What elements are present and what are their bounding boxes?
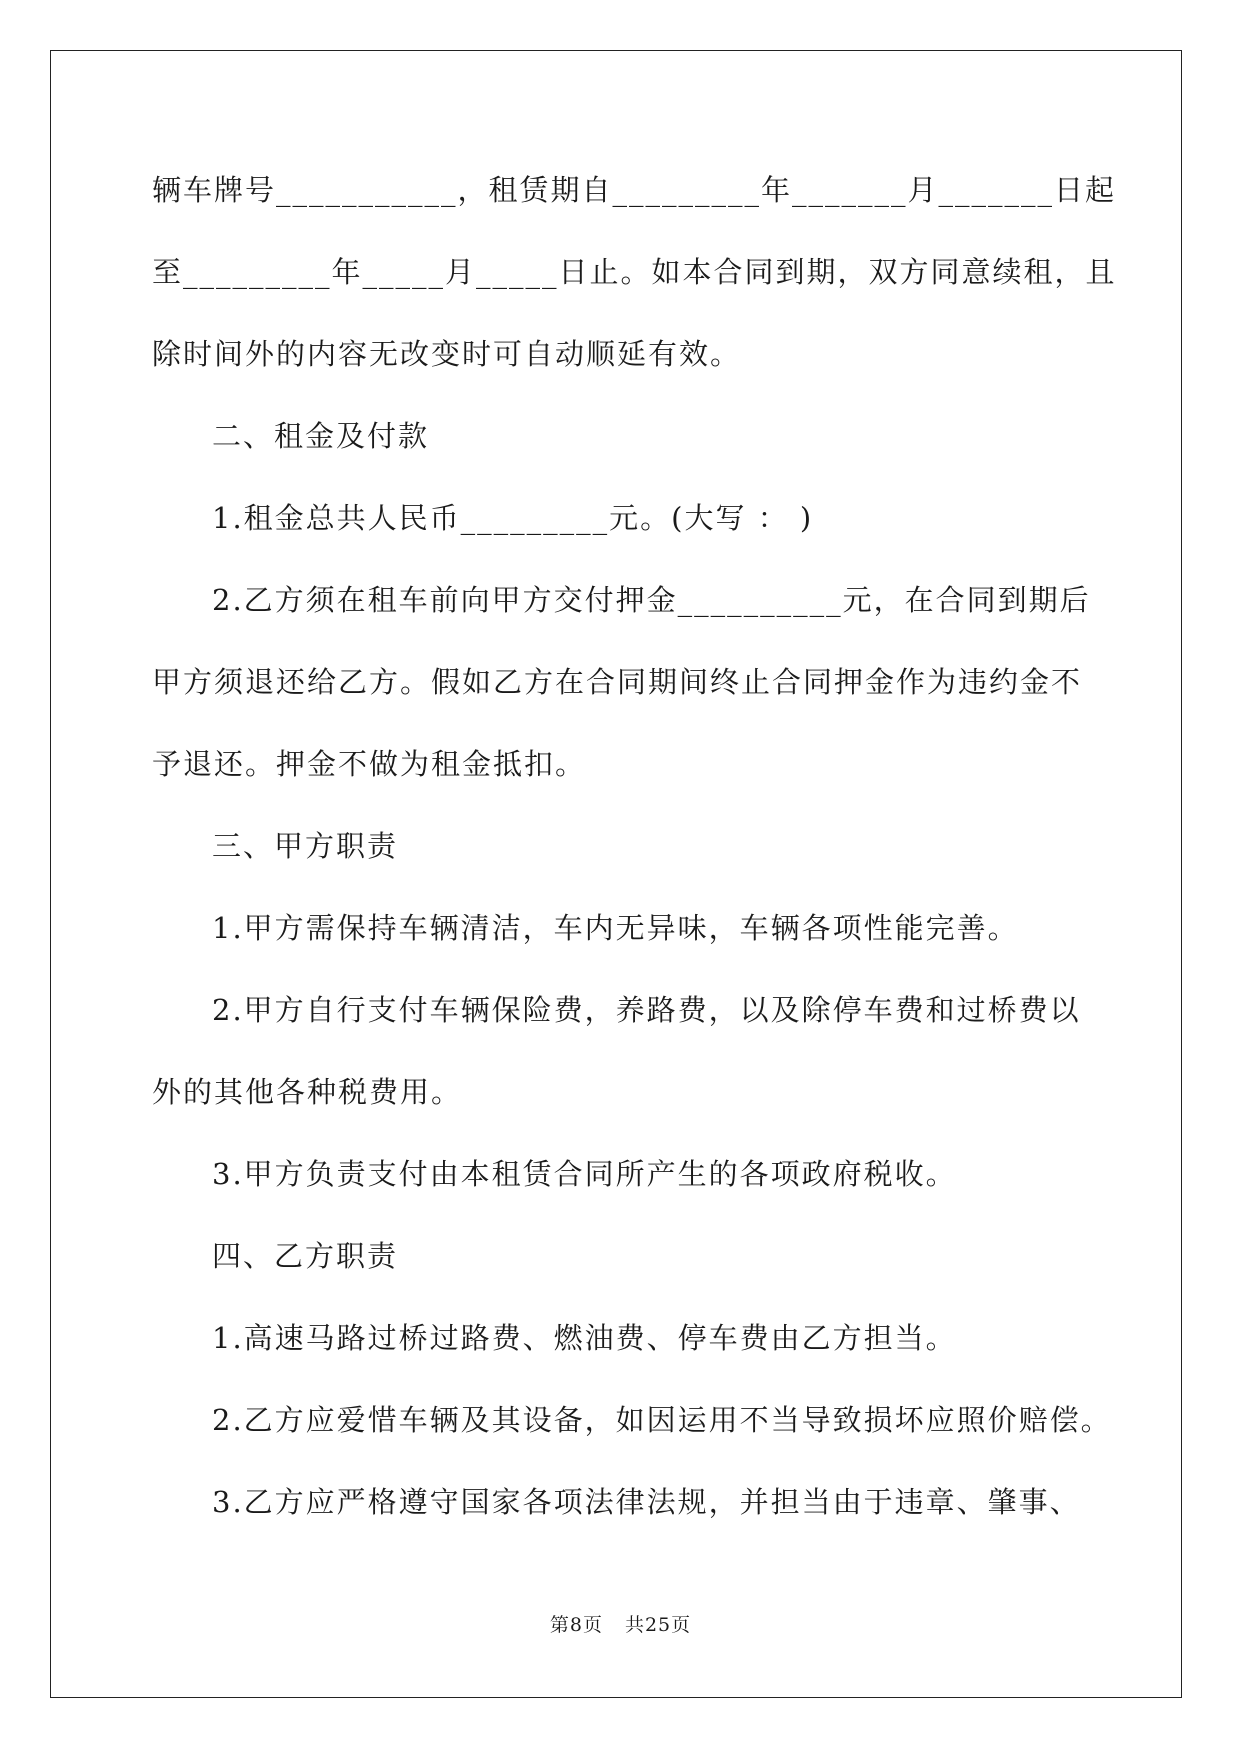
section-heading-party-b: 四、乙方职责 bbox=[212, 1239, 399, 1273]
text-line: 3.甲方负责支付由本租赁合同所产生的各项政府税收。 bbox=[212, 1157, 957, 1191]
text-line: 予退还。押金不做为租金抵扣。 bbox=[152, 747, 587, 781]
text-line: 2.甲方自行支付车辆保险费，养路费，以及除停车费和过桥费以 bbox=[212, 993, 1081, 1027]
page-number: 第8页 bbox=[549, 1614, 603, 1636]
text-line: 甲方须退还给乙方。假如乙方在合同期间终止合同押金作为违约金不 bbox=[152, 665, 1083, 699]
text-line: 辆车牌号___________，租赁期自_________年_______月_______日起 bbox=[152, 173, 1117, 207]
section-heading-party-a: 三、甲方职责 bbox=[212, 829, 399, 863]
text-line: 至_________年_____月_____日止。如本合同到期，双方同意续租，且 bbox=[152, 255, 1117, 289]
page-footer bbox=[0, 1610, 1241, 1637]
document-body bbox=[152, 162, 1117, 1556]
text-line: 除时间外的内容无改变时可自动顺延有效。 bbox=[152, 337, 742, 371]
text-line: 3.乙方应严格遵守国家各项法律法规，并担当由于违章、肇事、 bbox=[212, 1485, 1081, 1519]
text-line: 外的其他各种税费用。 bbox=[152, 1075, 463, 1109]
section-heading-rent: 二、租金及付款 bbox=[212, 419, 430, 453]
text-line: 1.甲方需保持车辆清洁，车内无异味，车辆各项性能完善。 bbox=[212, 911, 1019, 945]
text-line: 1.租金总共人民币_________元。(大写 ： ) bbox=[212, 501, 814, 535]
page-total: 共25页 bbox=[624, 1614, 692, 1636]
text-line: 2.乙方须在租车前向甲方交付押金__________元，在合同到期后 bbox=[212, 583, 1091, 617]
text-line: 2.乙方应爱惜车辆及其设备，如因运用不当导致损坏应照价赔偿。 bbox=[212, 1403, 1112, 1437]
text-line: 1.高速马路过桥过路费、燃油费、停车费由乙方担当。 bbox=[212, 1321, 957, 1355]
